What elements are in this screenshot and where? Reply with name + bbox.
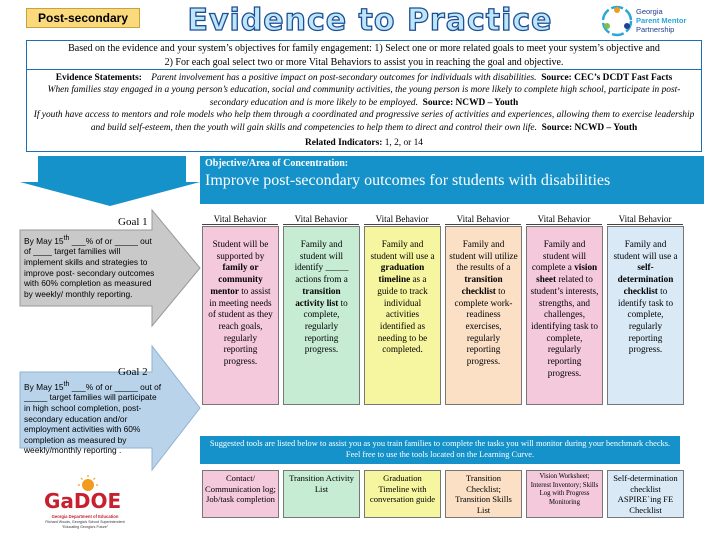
objective-banner xyxy=(200,156,704,204)
tool-5: Vision Worksheet; Interest Inventory; Skills Log with Progress Monitoring xyxy=(526,470,603,518)
vital-behavior-6 xyxy=(607,226,684,405)
gpmp-logo-line1: Georgia xyxy=(636,7,663,16)
vital-behavior-3-key: graduation timeline xyxy=(378,262,425,285)
category-tag: Post-secondary xyxy=(26,8,140,28)
vital-behavior-4-post: to complete work-readiness exercises, regularly reporting progress. xyxy=(454,285,513,367)
suggested-tools-banner: Suggested tools are listed below to assist you as you train families to complete the tasks you will monitor during your benchmark checks. Feel free to use the tools located on the Learning Curve. xyxy=(200,436,680,464)
gadoe-logo-line3: “Educating Georgia’s Future” xyxy=(61,525,109,529)
vital-behavior-4 xyxy=(445,226,522,405)
vital-behavior-1-pre: Student will be supported by xyxy=(212,239,269,261)
vital-behavior-2-pre: Family and student will identify _____ actions from a xyxy=(294,239,349,285)
goal-2-text-sup: th xyxy=(63,381,70,388)
gpmp-logo-line3: Partnership xyxy=(636,25,675,34)
evidence-text-3: If youth have access to mentors and role models who help them through a coordinated and progressive series of activities and experiences, allowing them to exercise leadership and build self-esteem, then the youth will gain skills and competencies to help them to direct and control their own life. xyxy=(33,110,695,133)
vital-behavior-1 xyxy=(202,226,279,405)
page-title: Evidence to Practice xyxy=(187,3,553,38)
evidence-text-2: When families stay engaged in a young person’s education, social and community activities, the young person is more likely to complete high school, participate in post-secondary education and is more likely to be employed. xyxy=(47,85,681,108)
gadoe-logo-line2: Richard Woods, Georgia’s School Superintendent xyxy=(45,520,125,524)
goal-2-text-pre: By May 15 xyxy=(24,381,64,392)
vital-behavior-header-3: Vital Behavior xyxy=(364,214,440,225)
vital-behavior-4-pre: Family and student will utilize the results of a xyxy=(449,239,518,273)
down-arrow-shape xyxy=(20,156,200,206)
vital-behavior-header-6: Vital Behavior xyxy=(607,214,683,225)
goal-1-text-sup: th xyxy=(63,235,70,242)
gadoe-logo-wordmark: GaDOE xyxy=(44,489,122,513)
gadoe-logo-line1: Georgia Department of Education xyxy=(51,514,119,519)
vital-behavior-4-key: transition checklist xyxy=(461,274,503,296)
vital-behavior-header-1: Vital Behavior xyxy=(202,214,278,225)
vital-behavior-1-key: family or community mentor xyxy=(210,262,263,296)
vital-behavior-2-key: transition activity list xyxy=(295,285,341,308)
vital-behavior-2-post: to complete, regularly reporting progress. xyxy=(303,297,348,355)
vital-behavior-header-2: Vital Behavior xyxy=(283,214,359,225)
vital-behavior-2 xyxy=(283,226,360,405)
vital-behavior-3-pre: Family and student will use a xyxy=(370,239,435,261)
goal-2-text-body: ___% of or _____ out of _____ target families will participate in high school completion, post-secondary education and/or employment activities with 60% completion as measured by weekly/monthly reporting . xyxy=(24,381,162,456)
vital-behavior-header-5: Vital Behavior xyxy=(526,214,602,225)
tool-4: Transition Checklist; Transition Skills List xyxy=(445,470,522,518)
vital-behavior-3 xyxy=(364,226,441,405)
goal-1-text-pre: By May 15 xyxy=(24,235,64,246)
vital-behavior-1-post: to assist in meeting needs of student as they reach goals, regularly reporting progress. xyxy=(208,285,273,367)
intro-line-1: Based on the evidence and your system’s objectives for family engagement: 1) Select one or more related goals to meet your system’s objective and xyxy=(68,43,660,54)
gpmp-logo-line2: Parent Mentor xyxy=(636,16,687,25)
tool-6: Self-determination checklist ASPIRE`ing FE Checklist xyxy=(607,470,684,518)
gadoe-logo xyxy=(30,474,140,536)
goal-2-text xyxy=(24,380,162,456)
tool-1: Contact/ Communication log; Job/task completion xyxy=(202,470,279,518)
tool-2: Transition Activity List xyxy=(283,470,360,518)
intro-line-2: 2) For each goal select two or more Vital Behaviors to assist you in reaching the goal and objective. xyxy=(164,56,564,68)
vital-behavior-6-key: self-determination checklist xyxy=(617,262,674,296)
related-indicators-label: Related Indicators: xyxy=(305,138,383,149)
vital-behavior-5-key: vision sheet xyxy=(536,262,598,285)
tool-3: Graduation Timeline with conversation guide xyxy=(364,470,441,518)
vital-behavior-6-pre: Family and student will use a xyxy=(613,239,678,261)
objective-label: Objective/Area of Concentration: xyxy=(205,158,349,169)
vital-behavior-3-post: as a guide to track individual activities identified as needing to be completed. xyxy=(377,274,428,355)
vital-behavior-5 xyxy=(526,226,603,405)
goal-2-label: Goal 2 xyxy=(118,366,148,378)
vital-behavior-5-pre: Family and student will complete a xyxy=(531,239,587,273)
related-indicators-value: 1, 2, or 14 xyxy=(384,138,423,149)
vital-behavior-6-post: to identify task to complete, regularly reporting progress. xyxy=(617,285,674,355)
vital-behavior-header-4: Vital Behavior xyxy=(445,214,521,225)
evidence-source-1: Source: CEC’s DCDT Fast Facts xyxy=(541,73,673,83)
evidence-label: Evidence Statements: xyxy=(55,73,142,83)
evidence-source-3: Source: NCWD – Youth xyxy=(541,122,638,133)
goal-1-text xyxy=(24,234,158,299)
goal-1-label: Goal 1 xyxy=(118,216,148,228)
evidence-text-1: Parent involvement has a positive impact on post-secondary outcomes for individuals with disabilities. xyxy=(151,73,537,83)
gadoe-logo-mark xyxy=(30,474,140,514)
objective-value: Improve post-secondary outcomes for students with disabilities xyxy=(205,172,611,189)
evidence-source-2: Source: NCWD – Youth xyxy=(422,97,519,108)
vital-behavior-5-post: related to student’s interests, strengths, and challenges, identifying task to complete, regularly reporting progress. xyxy=(530,274,599,378)
goal-1-text-body: ___% of or _____ out of ____ target families will implement skills and strategies to improve post- secondary outcomes with 60% completion as measured by weekly/ monthly reporting. xyxy=(24,235,155,299)
